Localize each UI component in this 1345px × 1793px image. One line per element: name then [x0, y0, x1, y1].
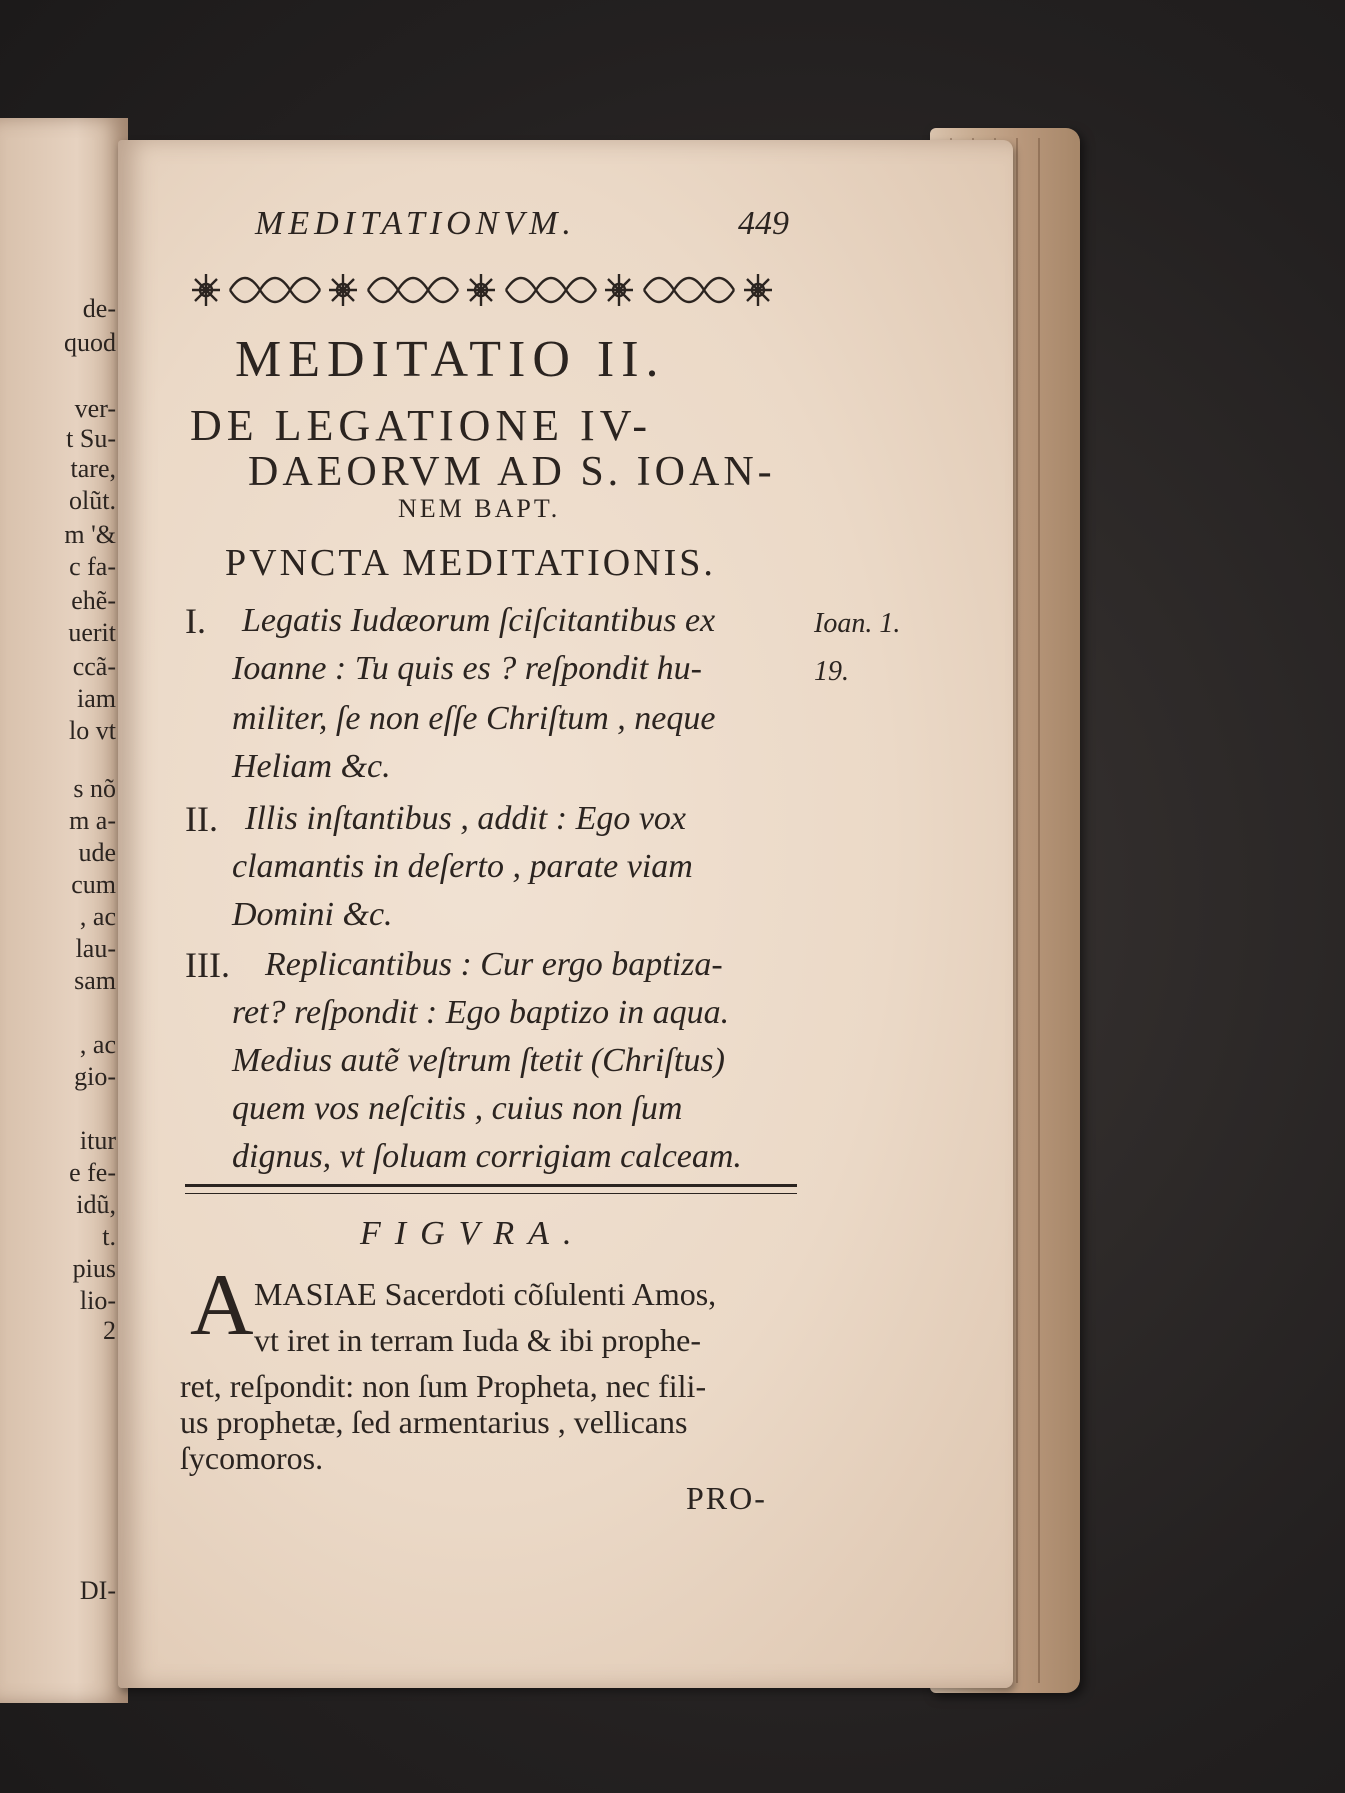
ornament-star-icon [467, 274, 495, 306]
left-fragment: uerit [68, 618, 116, 647]
left-fragment: ehẽ- [71, 586, 116, 615]
figura-line: ſycomoros. [180, 1440, 324, 1476]
left-fragment: m '& [64, 520, 116, 549]
left-fragment: ver- [74, 394, 116, 423]
left-fragment: sam [74, 966, 116, 995]
point-line: clamantis in deſerto , parate viam [232, 848, 693, 885]
left-fragment: s nõ [73, 774, 116, 803]
drop-cap: A [190, 1257, 254, 1354]
catchword: PRO- [686, 1480, 767, 1516]
ornament-star-icon [329, 274, 357, 306]
point-line: Replicantibus : Cur ergo baptiza- [265, 946, 723, 983]
left-fragment: m a- [69, 806, 116, 835]
left-fragment: lau- [75, 934, 116, 963]
left-fragment: pius [72, 1254, 116, 1283]
left-fragment: itur [79, 1126, 116, 1155]
left-fragment: DI- [79, 1576, 116, 1605]
meditation-subtitle: DAEORVM AD S. IOAN- [248, 449, 776, 495]
left-fragment: e fe- [69, 1158, 116, 1187]
left-fragment: t. [102, 1222, 116, 1251]
figura-line: MASIAE Sacerdoti cõſulenti Amos, [254, 1276, 717, 1312]
point-line: Illis inſtantibus , addit : Ego vox [245, 800, 687, 837]
point-numeral: III. [185, 945, 230, 985]
left-fragment: ude [78, 838, 116, 867]
ornament-star-icon [192, 274, 220, 306]
ornament-star-icon [744, 274, 772, 306]
left-fragment: lo vt [69, 716, 116, 745]
point-line: Legatis Iudæorum ſciſcitantibus ex [242, 602, 716, 639]
page-edge-line [1016, 138, 1018, 1683]
figura-line: vt iret in terram Iuda & ibi prophe- [254, 1322, 701, 1358]
meditation-subtitle: DE LEGATIONE IV- [190, 401, 653, 450]
section-rule [185, 1184, 797, 1194]
point-numeral: II. [185, 799, 218, 839]
point-line: Ioanne : Tu quis es ? reſpondit hu- [232, 650, 702, 687]
point-line: ret? reſpondit : Ego baptizo in aqua. [232, 994, 730, 1031]
left-fragment: cum [71, 870, 116, 899]
left-fragment: ccã- [72, 652, 116, 681]
point-line: dignus, vt ſoluam corrigiam calceam. [232, 1138, 742, 1175]
left-fragment: lio- [79, 1286, 116, 1315]
point-line: Heliam &c. [232, 748, 391, 785]
ornament-knot-icon [368, 278, 458, 302]
left-fragment: iam [77, 684, 116, 713]
left-fragment: c fa- [69, 552, 116, 581]
margin-note: Ioan. 1. [814, 608, 901, 639]
left-fragment: gio- [74, 1062, 116, 1091]
ornament-star-icon [605, 274, 633, 306]
figura-line: ret, reſpondit: non ſum Propheta, nec fili- [180, 1368, 707, 1404]
meditation-subtitle: NEM BAPT. [398, 494, 561, 523]
left-fragment: idũ, [76, 1190, 116, 1219]
figura-line: us prophetæ, ſed armentarius , vellicans [180, 1404, 688, 1440]
page-edge-line [1038, 138, 1040, 1683]
left-fragment: 2 [103, 1316, 116, 1345]
left-fragment: , ac [79, 1030, 116, 1059]
margin-note: 19. [814, 656, 849, 687]
point-line: militer, ſe non eſſe Chriſtum , neque [232, 700, 716, 737]
ornament-band [188, 268, 798, 312]
left-fragment: olũt. [69, 486, 116, 515]
point-numeral: I. [185, 601, 206, 641]
page-number: 449 [738, 205, 789, 242]
figura-heading: FIGVRA. [360, 1215, 586, 1252]
left-fragment: , ac [79, 902, 116, 931]
meditation-title: MEDITATIO II. [235, 331, 666, 388]
ornament-knot-icon [230, 278, 320, 302]
left-fragment: tare, [70, 454, 116, 483]
section-heading: PVNCTA MEDITATIONIS. [225, 542, 716, 584]
left-fragment: de- [82, 294, 116, 323]
left-fragment: quod [64, 328, 116, 357]
ornament-knot-icon [644, 278, 734, 302]
left-fragment: t Su- [66, 424, 116, 453]
point-line: Domini &c. [232, 896, 393, 933]
ornament-knot-icon [506, 278, 596, 302]
point-line: Medius autẽ veſtrum ſtetit (Chriſtus) [232, 1042, 725, 1079]
left-page-fragment [0, 118, 128, 1703]
running-head: MEDITATIONVM. [255, 205, 576, 242]
point-line: quem vos neſcitis , cuius non ſum [232, 1090, 683, 1127]
